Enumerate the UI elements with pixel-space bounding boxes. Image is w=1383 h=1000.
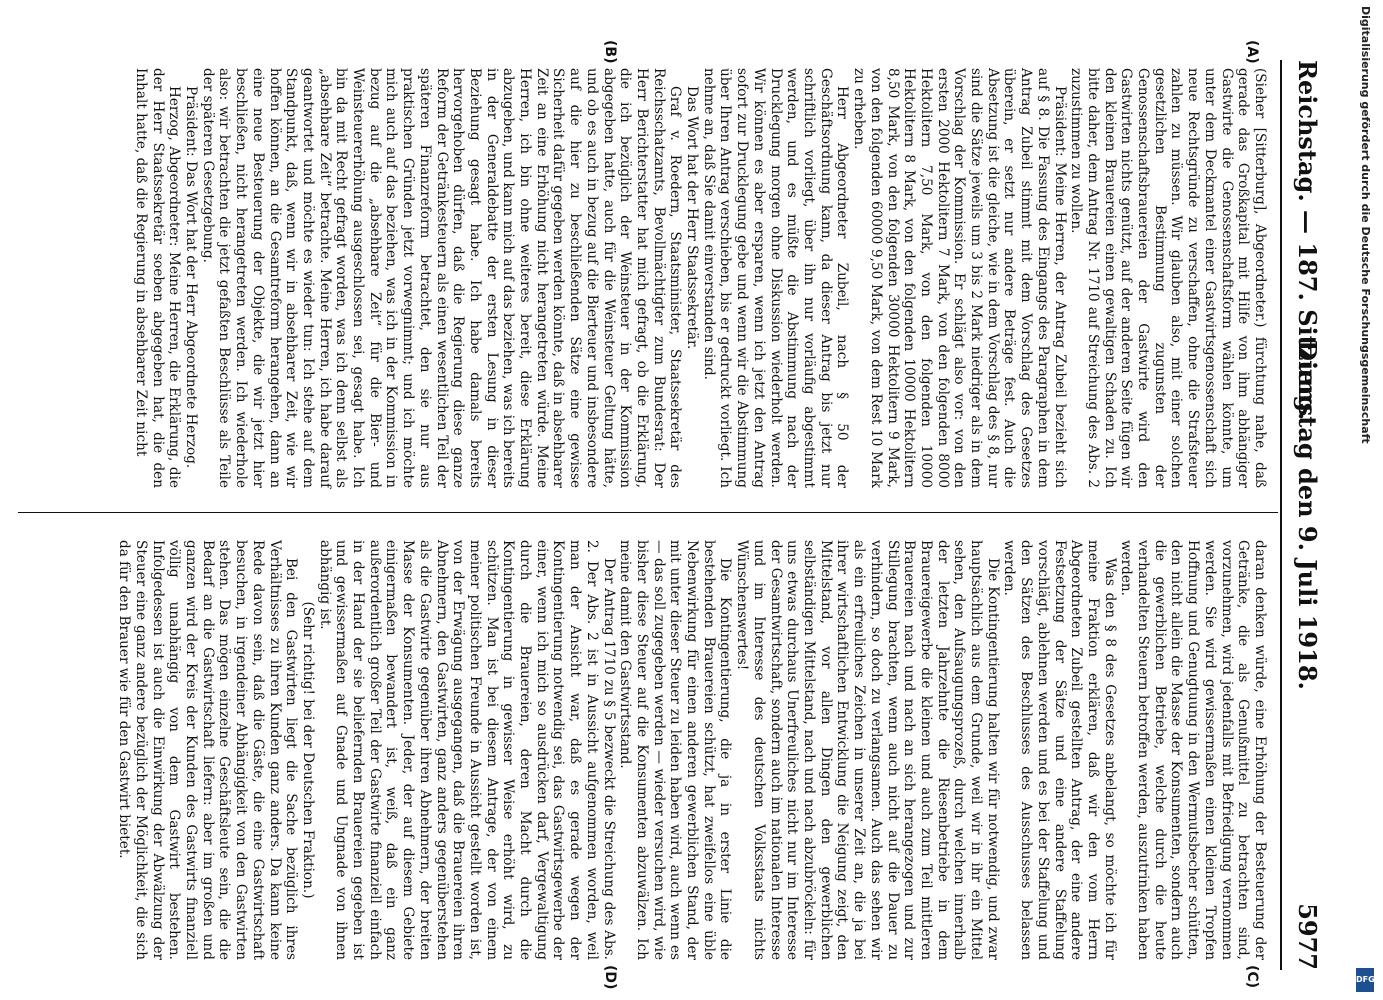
paragraph: Präsident: Meine Herren, der Antrag Zubeil bezieht sich auf § 8. Die Fassung des Eingangs des Paragraphen in dem Antrag Zubeil stimmt mit dem Vorschlag des Gesetzes überein, er setzt nur andere Beträge fest. Auch die Absetzung ist die gleiche, wie in dem Vorschlag des § 8, nur sind die Sätze jeweils um 3 bis 2 Mark niedriger als in dem Vorschlag der Kommission. Er schlägt also vor: von den ersten 2000 Hektolitern 7 Mark, von den folgenden 8000 Hektolitern 7,50 Mark, von den folgenden 10000 Hektolitern 8 Mark, von den folgenden 10000 Hektolitern 8,50 Mark, von den folgenden 30000 Hektolitern 9 Mark, von den folgenden 60000 9,50 Mark, von dem Rest 10 Mark zu erheben. <box>851 68 1068 488</box>
right-column <box>115 540 1268 960</box>
dfg-logo-icon: DFG <box>1356 968 1374 992</box>
header-session-title: Reichstag. — 187. Sitzung. <box>1293 60 1322 421</box>
paragraph: Herr Abgeordneter Zubeil, nach § 50 der Geschäftsordnung kann, da dieser Antrag bis jetzt nur schriftlich vorliegt, über ihn nur vorläufig abgestimmt werden, und es müßte die Abstimmung nach der Drucklegung morgen ohne Diskussion wiederholt werden. Wir können es aber ersparen, wenn ich jetzt den Antrag sofort zur Drucklegung gebe und wenn wir die Abstimmung über Ihren Antrag verschieben, bis er gedruckt vorliegt. Ich nehme an, daß Sie damit einverstanden sind. <box>700 68 851 488</box>
paragraph: Was den § 8 des Gesetzes anbelangt, so möchte ich für meine Fraktion erklären, daß wir den vom Herrn Abgeordneten Zubeil gestellten Antrag, der eine andere Festsetzung der Sätze und eine andere Staffelung vorschlägt, ablehnen werden und es bei der Staffelung und den Sätzen des Beschlusses des Ausschusses belassen werden. <box>1001 540 1118 960</box>
paragraph: Die Kontingentierung halten wir für notwendig, und zwar hauptsächlich aus dem Grunde, weil wir in ihr ein Mittel sehen, den Aufsaugungsprozeß, durch welchen innerhalb der letzten Jahrzehnte die Riesenbetriebe in dem Brauereigewerbe die kleinen und auch zum Teil mittleren Brauereien nach und nach an sich herangezogen und zur Stillegung brachten, wenn auch nicht auf die Dauer zu verhindern, so doch zu verlangsamen. Auch das sehen wir als ein erfreuliches Zeichen in unserer Zeit an, die ja bei ihrer wirtschaftlichen Entwicklung die Neigung zeigt, den Mittelstand, vor allen Dingen den gewerblichen selbständigen Mittelstand, nach und nach abzubröckeln: für uns etwas durchaus Unerfreuliches nicht nur im Interesse der Gesamtwirtschaft, sondern auch im nationalen Interesse und im Interesse des deutschen Volksstaats nichts Wünschenswertes! <box>734 540 1001 960</box>
funding-notice: Digitalisierung gefördert durch die Deutsche Forschungsgemeinschaft <box>1359 6 1372 444</box>
margin-marker-d: (D) <box>602 965 618 990</box>
left-column <box>132 68 1268 488</box>
digitization-footer <box>1348 0 1383 1000</box>
page-header <box>1282 60 1322 970</box>
interjection: (Sehr richtig! bei der Deutschen Fraktion.) <box>299 601 316 899</box>
header-page-number: 5977 <box>1293 903 1322 970</box>
margin-marker-a: (A) <box>1244 40 1260 64</box>
paragraph: Graf v. Roedern, Staatsminister, Staatssekretär des Reichsschatzamts, Bevollmächtigter zum Bundesrat: Der Herr Berichterstatter hat mich gefragt, ob die Erklärung, die ich bezüglich der Weinsteuer in der Kommission abgegeben hatte, auch für die Weinsteuer Geltung hätte, und ob es auch in bezug auf die Bierteuer und insbesondere auf die hier zu beschließenden Sätze eine gewisse Sicherheit dafür gegeben werden könnte, daß in absehbarer Zeit an eine Erhöhung nicht herangetreten würde. Meine Herren, ich bin ohne weiteres bereit, diese Erklärung abzugeben, und kann mich auf das beziehen, was ich bereits in der Generaldebatte der ersten Lesung in dieser Beziehung gesagt habe. Ich habe damals bereits hervorgehoben dürfen, daß die Regierung diese ganze Reform der Getränkesteuern als einen wesentlichen Teil der späteren Finanzreform betrachtet, den sie nur aus praktischen Gründen jetzt vorwegnimmt; und ich möchte mich auch auf das beziehen, was ich in der Kommission in bezug auf die „absehbare Zeit“ für die Bier- und Weinsteuererhöhung ausgeschlossen sei, gesagt habe. Ich bin da mit Recht gefragt worden, was ich denn selbst als „absehbare Zeit“ betrachte. Meine Herren, ich habe darauf geantwortet und möchte es wieder tun: Ich stehe auf dem Standpunkt, daß, wenn wir in absehbarer Zeit, wie wir hoffen können, an die Gesamtreform herangehen, dann an eine neue Besteuerung der Objekte, die wir jetzt hier beschließen, nicht herangetreten werden. Ich wiederhole also: wir betrachten die jetzt gefaßten Beschlüsse als Teile der späteren Gesetzgebung. <box>199 68 684 488</box>
paragraph: Präsident: Das Wort hat der Herr Abgeordnete Herzog. <box>183 86 199 469</box>
margin-marker-c: (C) <box>1244 965 1260 989</box>
paragraph: Die Kontingentierung, die ja in erster Linie die bestehenden Brauereien schützt, hat zweifellos eine üble Nebenwirkung für einen anderen gewerblichen Stand, der mit unter dieser Steuer zu leiden haben wird, auch wenn es — das soll zugegeben werden — wieder versuchen wird, wie bisher diese Steuer auf die Konsumenten abzuwälzen. Ich meine damit den Gastwirtsstand. <box>617 540 734 960</box>
paragraph: Das Wort hat der Herr Staatssekretär. <box>684 86 701 350</box>
margin-marker-b: (B) <box>602 40 618 64</box>
header-date: Dienstag den 9. Juli 1918. <box>1293 340 1322 690</box>
paragraph: (Sieher [Sitterburg], Abgeordneter.) fürchtung nahe, daß gerade das Großkapital mit Hilfe von ihm abhängiger Gastwirte die Genossenschaftsform wählen könnte, um unter dem Deckmantel einer Gastwirtsgenossenschaft sich neue Rechtsgründe zu verschaffen, ohne die Strafsteuer zahlen zu müssen. Wir glauben also, mit einer solchen gesetzlichen Bestimmung zugunsten der Genossenschaftsbrauereien der Gastwirte wird den Gastwirten nichts genützt, auf der anderen Seite fügen wir den kleinen Brauereien einen gewaltigen Schaden zu. Ich bitte daher, dem Antrag Nr. 1710 auf Streichung des Abs. 2 zuzustimmen zu wollen. <box>1068 68 1268 488</box>
paragraph: daran denken würde, eine Erhöhung der Besteuerung der Getränke, die als Genußmittel zu betrachten sind, vorzunehmen, wird jedenfalls mit Befriedigung vernommen werden. Sie wird gewissermaßen einen kleinen Tropfen Hoffnung und Genugtuung in den Wermutsbecher schütten, den nicht allein die Masse der Konsumenten, sondern auch die gewerblichen Betriebe, welche durch die heute verhandelten Steuern betroffen werden, auszutrinken haben werden. <box>1118 540 1268 960</box>
paragraph: Der Antrag 1710 zu § 5 bezweckt die Streichung des Abs. 2. Der Abs. 2 ist in Aussicht aufgenommen worden, weil man der Ansicht war, daß es gerade wegen der Kontingentierung notwendig sei, das Gastwirtsgewerbe der einer, wenn ich mich so ausdrücken darf, Vergewaltigung durch die Brauereien, deren Macht durch die Kontingentierung in gewisser Weise erhöht wird, zu schützen. Man ist bei diesem Antrage, der von einem meiner politischen Freunde in Aussicht gestellt worden ist, von der Erwägung ausgegangen, daß die Brauereien ihren Abnehmern, den Gastwirten, ganz anders gegenüberstehen als die Gastwirte gegenüber ihren Abnehmern, der breiten Masse der Konsumenten. Jeder, der auf diesem Gebiete einigermaßen bewandert ist, weiß, daß ein ganz außerordentlich großer Teil der Gastwirte finanziell einfach in der Hand der sie beliefernden Brauereien gegeben ist und gewissermaßen auf Gnade und Ungnade von ihnen abhängig ist. <box>316 540 617 960</box>
paragraph: Bei den Gastwirten liegt die Sache bezüglich ihres Verhältnisses zu ihren Kunden ganz anders. Da kann keine Rede davon sein, daß die Gäste, die eine Gastwirtschaft besuchen, in irgendeiner Abhängigkeit von den Gastwirten stehen. Das mögen einzelne Geschäftsleute sein, die die Bedarf an die Gastwirtschaft liefern: aber im großen und ganzen wird der Kreis der Kunden des Gastwirts finanziell völlig unabhängig von dem Gastwirt bestehen. Infolgedessen ist auch die Einwirkung der Abwälzung der Steuer eine ganz andere bezüglich der Möglichkeit, die sich da für den Brauer wie für den Gastwirt bietet. <box>116 540 300 960</box>
paragraph: Herzog, Abgeordneter: Meine Herren, die Erklärung, die der Herr Staatssekretär soeben abgegeben hat, die den Inhalt hatte, daß die Regierung in absehbarer Zeit nicht <box>132 68 183 488</box>
header-rule <box>1280 60 1282 970</box>
column-divider <box>18 512 1278 513</box>
